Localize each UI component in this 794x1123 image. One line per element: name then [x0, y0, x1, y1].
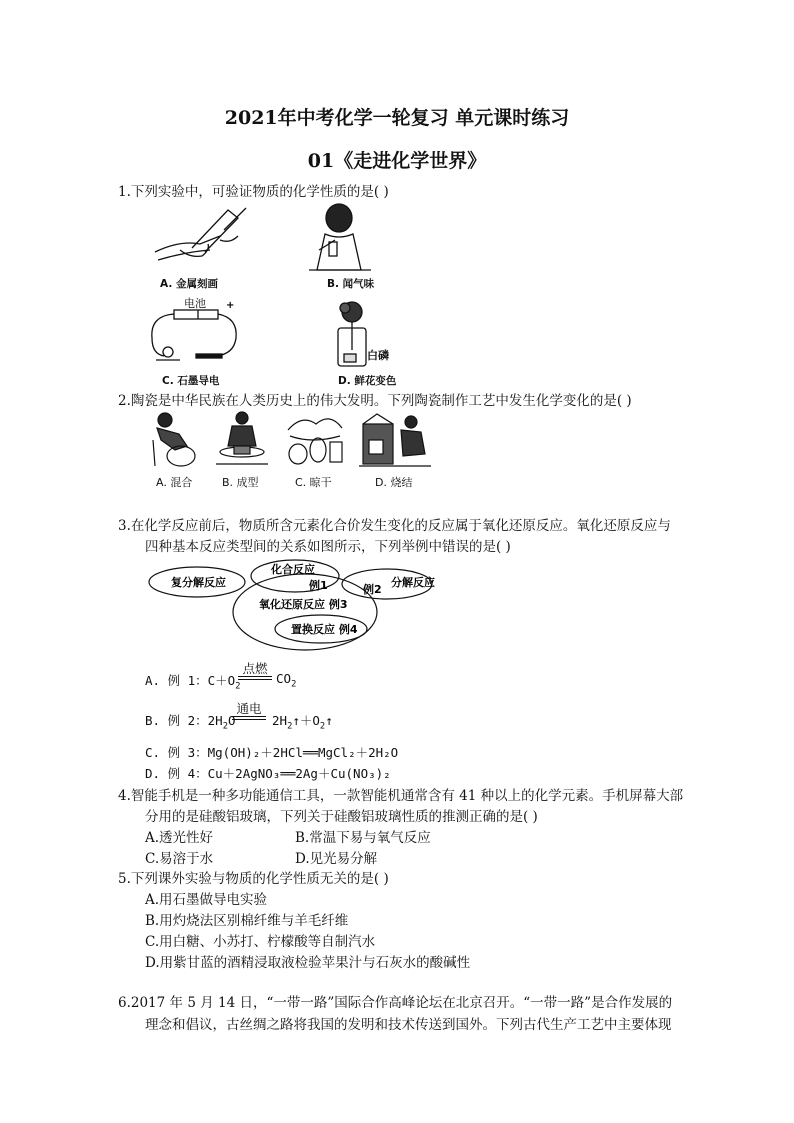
venn-example1-label: 例1: [309, 579, 328, 592]
q5-option-d: D.用紫甘蓝的酒精浸取液检验苹果汁与石灰水的酸碱性: [145, 955, 471, 971]
q3-stem-line2: 四种基本反应类型间的关系如图所示，下列举例中错误的是( ): [145, 539, 511, 555]
q1-caption-b: B. 闻气味: [327, 278, 375, 290]
q2-caption-a: A. 混合: [156, 476, 193, 489]
q4-stem-line1: 4.智能手机是一种多功能通信工具，一款智能机通常含有 41 种以上的化学元素。手机屏幕大部: [118, 788, 684, 804]
q2-caption-b: B. 成型: [222, 476, 259, 489]
q4-stem-line2: 分用的是硅酸铝玻璃，下列关于硅酸铝玻璃性质的推测正确的是( ): [145, 809, 538, 825]
q1-caption-d: D. 鲜花变色: [338, 375, 397, 387]
q5-option-c: C.用白糖、小苏打、柠檬酸等自制汽水: [145, 934, 376, 950]
reaction-venn-diagram: [145, 556, 455, 656]
white-phosphorus-label: 白磷: [367, 349, 389, 362]
q3-option-a-equals: [238, 676, 272, 680]
q6-stem-line1: 6.2017 年 5 月 14 日，“一带一路”国际合作高峰论坛在北京召开。“一带一路”是合作发展的: [118, 995, 673, 1011]
mixing-figure: [145, 410, 201, 468]
drying-figure: [282, 410, 348, 468]
q1-caption-c: C. 石墨导电: [162, 375, 220, 387]
q4-option-a: A.透光性好: [145, 830, 214, 846]
page-subtitle: 01《走进化学世界》: [307, 150, 487, 172]
page-title: 2021年中考化学一轮复习 单元课时练习: [224, 107, 570, 129]
venn-combination-label: 化合反应: [271, 563, 315, 576]
venn-example2-label: 例2: [363, 583, 382, 596]
venn-displacement-label: 置换反应 例4: [291, 623, 358, 636]
q4-option-b: B.常温下易与氧气反应: [295, 830, 431, 846]
q4-option-d: D.见光易分解: [295, 851, 378, 867]
q3-option-b-equals: [232, 716, 266, 720]
q3-option-a: A. 例 1：$C+O_2$: [145, 673, 241, 692]
q2-stem: 2.陶瓷是中华民族在人类历史上的伟大发明。下列陶瓷制作工艺中发生化学变化的是( ): [118, 393, 632, 409]
venn-redox-label: 氧化还原反应 例3: [259, 598, 348, 611]
metal-scratch-figure: [150, 200, 250, 272]
forming-figure: [212, 410, 272, 468]
q4-option-c: C.易溶于水: [145, 851, 214, 867]
battery-label: 电池: [184, 297, 206, 310]
sintering-figure: [357, 410, 433, 468]
q5-option-a: A.用石墨做导电实验: [145, 892, 268, 908]
q5-stem: 5.下列课外实验与物质的化学性质无关的是( ): [118, 871, 389, 887]
q3-option-b: B. 例 2：$2H_2O$: [145, 713, 236, 732]
q2-caption-d: D. 烧结: [375, 476, 413, 489]
q3-option-d: D. 例 4：Cu＋2AgNO₃══2Ag＋Cu(NO₃)₂: [145, 766, 391, 781]
q3-option-b-product: $2H_2↑+O_2↑$: [272, 713, 333, 732]
venn-decomposition-label: 分解反应: [391, 576, 435, 589]
q3-option-b-condition: 通电: [236, 701, 262, 716]
q1-stem: 1.下列实验中，可验证物质的化学性质的是( ): [118, 184, 389, 200]
q3-option-a-product: $CO_2$: [276, 671, 297, 690]
q2-caption-c: C. 晾干: [295, 476, 332, 489]
smell-figure: [305, 200, 375, 274]
q1-caption-a: A. 金属刻画: [160, 278, 218, 290]
svg-text:+: +: [226, 300, 235, 311]
q5-option-b: B.用灼烧法区别棉纤维与羊毛纤维: [145, 913, 349, 929]
venn-double-decomp-label: 复分解反应: [171, 576, 226, 589]
q3-option-c: C. 例 3：Mg(OH)₂＋2HCl══MgCl₂＋2H₂O: [145, 745, 399, 760]
q3-option-a-condition: 点燃: [242, 661, 268, 676]
q3-stem-line1: 3.在化学反应前后，物质所含元素化合价发生变化的反应属于氧化还原反应。氧化还原反应与: [118, 518, 671, 534]
q6-stem-line2: 理念和倡议，古丝绸之路将我国的发明和技术传送到国外。下列古代生产工艺中主要体现: [145, 1017, 672, 1033]
